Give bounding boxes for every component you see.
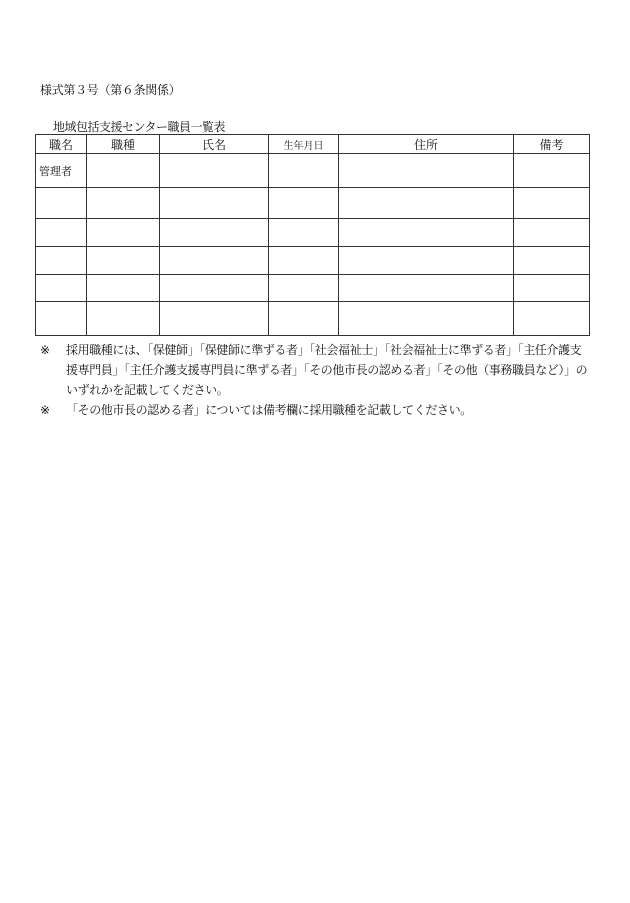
table-cell xyxy=(160,219,269,247)
table-cell xyxy=(269,247,339,275)
table-cell xyxy=(514,154,590,188)
table-cell xyxy=(269,219,339,247)
table-cell xyxy=(87,275,160,302)
table-cell xyxy=(514,275,590,302)
table-cell xyxy=(514,188,590,219)
table-cell xyxy=(87,247,160,275)
table-cell xyxy=(339,188,514,219)
table-cell xyxy=(87,188,160,219)
table-row xyxy=(36,275,590,302)
table-cell xyxy=(160,188,269,219)
header-remarks: 備考 xyxy=(514,135,590,154)
table-header-row xyxy=(36,135,590,154)
table-cell xyxy=(36,188,87,219)
table-cell xyxy=(339,154,514,188)
table-cell xyxy=(514,302,590,336)
note-text: 「その他市長の認める者」については備考欄に採用職種を記載してください。 xyxy=(66,403,472,417)
table-cell xyxy=(36,275,87,302)
table-title: 地域包括支援センター職員一覧表 xyxy=(53,120,226,134)
table-cell xyxy=(269,302,339,336)
table-cell xyxy=(269,275,339,302)
table-cell xyxy=(269,154,339,188)
header-job-title: 職名 xyxy=(36,135,87,154)
form-number: 様式第３号（第６条関係） xyxy=(40,83,181,97)
header-name: 氏名 xyxy=(160,135,269,154)
note-item xyxy=(40,340,592,400)
table-row xyxy=(36,302,590,336)
table-cell xyxy=(36,247,87,275)
table-cell xyxy=(514,219,590,247)
table-cell xyxy=(36,302,87,336)
table-cell xyxy=(160,154,269,188)
table-cell xyxy=(339,302,514,336)
table-cell xyxy=(160,247,269,275)
table-row xyxy=(36,154,590,188)
table-cell xyxy=(87,302,160,336)
staff-list-table xyxy=(35,134,590,336)
table-cell: 管理者 xyxy=(36,154,87,188)
header-occupation: 職種 xyxy=(87,135,160,154)
table-cell xyxy=(87,219,160,247)
table-row xyxy=(36,219,590,247)
table-cell xyxy=(339,247,514,275)
table-cell xyxy=(36,219,87,247)
header-address: 住所 xyxy=(339,135,514,154)
note-mark: ※ xyxy=(40,403,50,417)
table-cell xyxy=(339,219,514,247)
header-birthdate: 生年月日 xyxy=(269,135,339,154)
note-item xyxy=(40,400,592,420)
note-text: 採用職種には、「保健師」「保健師に準ずる者」「社会福祉士」「社会福祉士に準ずる者」「主任介護支援専門員」「主任介護支援専門員に準ずる者」「その他市長の認める者」「その他（事務職員など）」のいずれかを記載してください。 xyxy=(66,343,588,397)
note-mark: ※ xyxy=(40,343,50,357)
notes-section xyxy=(40,340,592,420)
table-cell xyxy=(160,275,269,302)
table-cell xyxy=(339,275,514,302)
table-cell xyxy=(269,188,339,219)
table-cell xyxy=(514,247,590,275)
table-row xyxy=(36,247,590,275)
table-cell xyxy=(87,154,160,188)
table-row xyxy=(36,188,590,219)
table-cell xyxy=(160,302,269,336)
